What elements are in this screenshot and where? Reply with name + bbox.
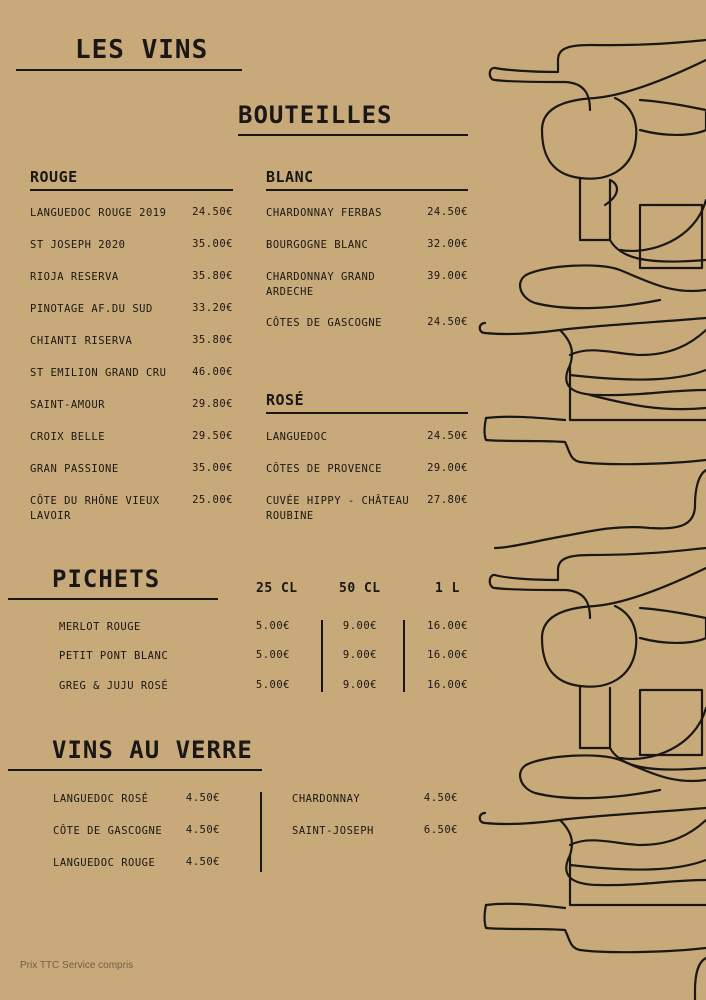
wine-name: CROIX BELLE: [30, 431, 106, 443]
wine-price: 29.50€: [192, 430, 233, 442]
wine-name: CHARDONNAY GRAND ARDECHE: [266, 271, 376, 298]
pichets-title: PICHETS: [52, 565, 161, 593]
bouteilles-underline: [238, 134, 468, 136]
bouteilles-title: BOUTEILLES: [238, 101, 393, 129]
wine-name: CÔTES DE GASCOGNE: [266, 317, 382, 329]
pichet-price: 9.00€: [342, 679, 377, 691]
rouge-underline: [30, 189, 233, 191]
wine-name: BOURGOGNE BLANC: [266, 239, 369, 251]
wine-name: ST EMILION GRAND CRU: [30, 367, 167, 379]
verre-name: SAINT-JOSEPH: [292, 825, 374, 837]
verre-underline: [8, 769, 262, 771]
wine-price: 27.80€: [427, 494, 468, 506]
verre-price: 4.50€: [185, 824, 220, 836]
blanc-underline: [266, 189, 468, 191]
verre-name: CÔTE DE GASCOGNE: [53, 825, 163, 837]
wine-price: 46.00€: [192, 366, 233, 378]
wine-price: 35.80€: [192, 270, 233, 282]
pichets-divider-2: [403, 620, 405, 692]
wine-price: 33.20€: [192, 302, 233, 314]
pichet-price: 16.00€: [427, 649, 468, 661]
wine-price: 32.00€: [427, 238, 468, 250]
pichets-col-50cl: 50 CL: [339, 581, 381, 596]
wine-name: LANGUEDOC ROUGE 2019: [30, 207, 167, 219]
verre-name: CHARDONNAY: [292, 793, 361, 805]
pichet-name: GREG & JUJU ROSÉ: [59, 680, 169, 692]
wine-name: CÔTE DU RHÔNE VIEUX LAVOIR: [30, 495, 160, 522]
pichet-price: 5.00€: [255, 649, 290, 661]
wine-price: 35.80€: [192, 334, 233, 346]
verre-price: 6.50€: [423, 824, 458, 836]
wine-name: CUVÉE HIPPY - CHÂTEAU ROUBINE: [266, 495, 410, 522]
wine-price: 29.00€: [427, 462, 468, 474]
footer-note: Prix TTC Service compris: [20, 960, 134, 971]
pichets-col-25cl: 25 CL: [256, 581, 298, 596]
bottles-illustration: [470, 0, 706, 1000]
pichets-underline: [8, 598, 218, 600]
wine-price: 39.00€: [427, 270, 468, 282]
verre-price: 4.50€: [185, 856, 220, 868]
pichet-price: 16.00€: [427, 620, 468, 632]
wine-name: SAINT-AMOUR: [30, 399, 106, 411]
pichets-col-1l: 1 L: [435, 581, 460, 596]
pichet-name: MERLOT ROUGE: [59, 621, 141, 633]
blanc-heading: BLANC: [266, 168, 314, 186]
rouge-heading: ROUGE: [30, 168, 78, 186]
verre-title: VINS AU VERRE: [52, 736, 253, 764]
bottle-group-bottom: [480, 548, 706, 1000]
wine-name: LANGUEDOC: [266, 431, 328, 443]
verre-price: 4.50€: [423, 792, 458, 804]
wine-name: CHARDONNAY FERBAS: [266, 207, 382, 219]
wine-price: 24.50€: [427, 206, 468, 218]
wine-price: 29.80€: [192, 398, 233, 410]
wine-price: 24.50€: [192, 206, 233, 218]
rose-underline: [266, 412, 468, 414]
pichet-price: 9.00€: [342, 649, 377, 661]
pichet-price: 5.00€: [255, 620, 290, 632]
verre-divider: [260, 792, 262, 872]
title-underline: [16, 69, 242, 71]
wine-name: RIOJA RESERVA: [30, 271, 119, 283]
wine-name: CÔTES DE PROVENCE: [266, 463, 382, 475]
wine-name: PINOTAGE AF.DU SUD: [30, 303, 153, 315]
wine-price: 35.00€: [192, 462, 233, 474]
page-title: LES VINS: [75, 35, 209, 65]
verre-price: 4.50€: [185, 792, 220, 804]
wine-price: 35.00€: [192, 238, 233, 250]
wine-price: 24.50€: [427, 316, 468, 328]
pichet-price: 5.00€: [255, 679, 290, 691]
verre-name: LANGUEDOC ROUGE: [53, 857, 156, 869]
wine-price: 24.50€: [427, 430, 468, 442]
verre-name: LANGUEDOC ROSÉ: [53, 793, 149, 805]
bottle-group-top: [480, 40, 706, 548]
pichet-price: 16.00€: [427, 679, 468, 691]
wine-name: GRAN PASSIONE: [30, 463, 119, 475]
wine-name: CHIANTI RISERVA: [30, 335, 133, 347]
pichet-price: 9.00€: [342, 620, 377, 632]
pichet-name: PETIT PONT BLANC: [59, 650, 169, 662]
wine-price: 25.00€: [192, 494, 233, 506]
rose-heading: ROSÉ: [266, 391, 305, 409]
wine-name: ST JOSEPH 2020: [30, 239, 126, 251]
